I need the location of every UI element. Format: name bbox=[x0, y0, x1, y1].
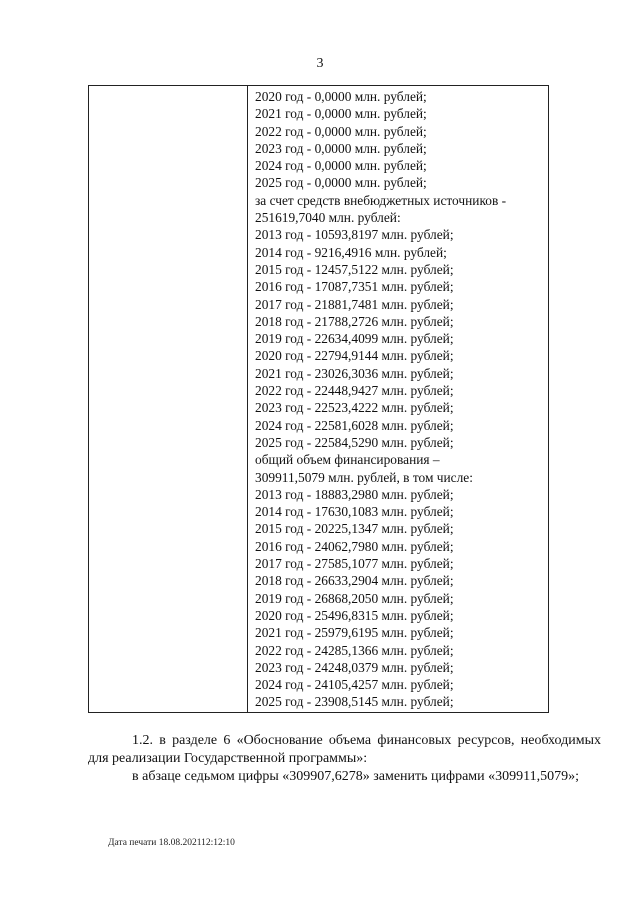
table-line: 2013 год - 10593,8197 млн. рублей; bbox=[255, 227, 454, 243]
table-line: 2013 год - 18883,2980 млн. рублей; bbox=[255, 486, 454, 502]
table-line: 2014 год - 17630,1083 млн. рублей; bbox=[255, 504, 454, 520]
table-line: 2022 год - 24285,1366 млн. рублей; bbox=[255, 642, 454, 658]
table-line: 2025 год - 22584,5290 млн. рублей; bbox=[255, 434, 454, 450]
table-line: 2024 год - 22581,6028 млн. рублей; bbox=[255, 417, 454, 433]
table-line: 2016 год - 17087,7351 млн. рублей; bbox=[255, 279, 454, 295]
page-number: 3 bbox=[316, 56, 324, 71]
table-line: 2021 год - 23026,3036 млн. рублей; bbox=[255, 365, 454, 381]
table-line: 2019 год - 22634,4099 млн. рублей; bbox=[255, 331, 454, 347]
table-line: за счет средств внебюджетных источников - bbox=[255, 192, 507, 208]
table-line: 2023 год - 24248,0379 млн. рублей; bbox=[255, 659, 454, 675]
paragraph-replace-figures: в абзаце седьмом цифры «309907,6278» заменить цифрами «309911,5079»; bbox=[132, 769, 580, 784]
table-line: 2018 год - 21788,2726 млн. рублей; bbox=[255, 313, 454, 329]
table-line: 2025 год - 0,0000 млн. рублей; bbox=[255, 175, 427, 191]
table-line: 2023 год - 22523,4222 млн. рублей; bbox=[255, 400, 454, 416]
table-line: 2025 год - 23908,5145 млн. рублей; bbox=[255, 694, 454, 710]
table-line: 2017 год - 21881,7481 млн. рублей; bbox=[255, 296, 454, 312]
table-line: 2014 год - 9216,4916 млн. рублей; bbox=[255, 244, 447, 260]
table-line: 2024 год - 0,0000 млн. рублей; bbox=[255, 158, 427, 174]
print-date: Дата печати 18.08.202112:12:10 bbox=[108, 838, 235, 848]
paragraph-section-1-2: 1.2. в разделе 6 «Обоснование объема финансовых ресурсов, необходимых для реализации Государственной программы»: bbox=[88, 733, 601, 766]
table-line: 2019 год - 26868,2050 млн. рублей; bbox=[255, 590, 454, 606]
table-line: 309911,5079 млн. рублей, в том числе: bbox=[255, 469, 473, 485]
table-line: 2023 год - 0,0000 млн. рублей; bbox=[255, 140, 427, 156]
table-line: 2021 год - 25979,6195 млн. рублей; bbox=[255, 625, 454, 641]
table-line: 2020 год - 25496,8315 млн. рублей; bbox=[255, 607, 454, 623]
table-line: 2020 год - 0,0000 млн. рублей; bbox=[255, 89, 427, 104]
table-line: общий объем финансирования – bbox=[255, 452, 440, 468]
table-line: 2020 год - 22794,9144 млн. рублей; bbox=[255, 348, 454, 364]
table-line: 2022 год - 0,0000 млн. рублей; bbox=[255, 123, 427, 139]
table-line: 2022 год - 22448,9427 млн. рублей; bbox=[255, 383, 454, 399]
table-line: 2018 год - 26633,2904 млн. рублей; bbox=[255, 573, 454, 589]
financing-cell bbox=[255, 88, 544, 711]
financing-table bbox=[88, 85, 549, 713]
table-line: 2017 год - 27585,1077 млн. рублей; bbox=[255, 556, 454, 572]
table-line: 2015 год - 12457,5122 млн. рублей; bbox=[255, 261, 454, 277]
table-line: 2015 год - 20225,1347 млн. рублей; bbox=[255, 521, 454, 537]
table-line: 2016 год - 24062,7980 млн. рублей; bbox=[255, 538, 454, 554]
table-line: 2021 год - 0,0000 млн. рублей; bbox=[255, 106, 427, 122]
column-divider bbox=[247, 86, 248, 712]
table-line: 2024 год - 24105,4257 млн. рублей; bbox=[255, 677, 454, 693]
table-line: 251619,7040 млн. рублей: bbox=[255, 210, 401, 226]
